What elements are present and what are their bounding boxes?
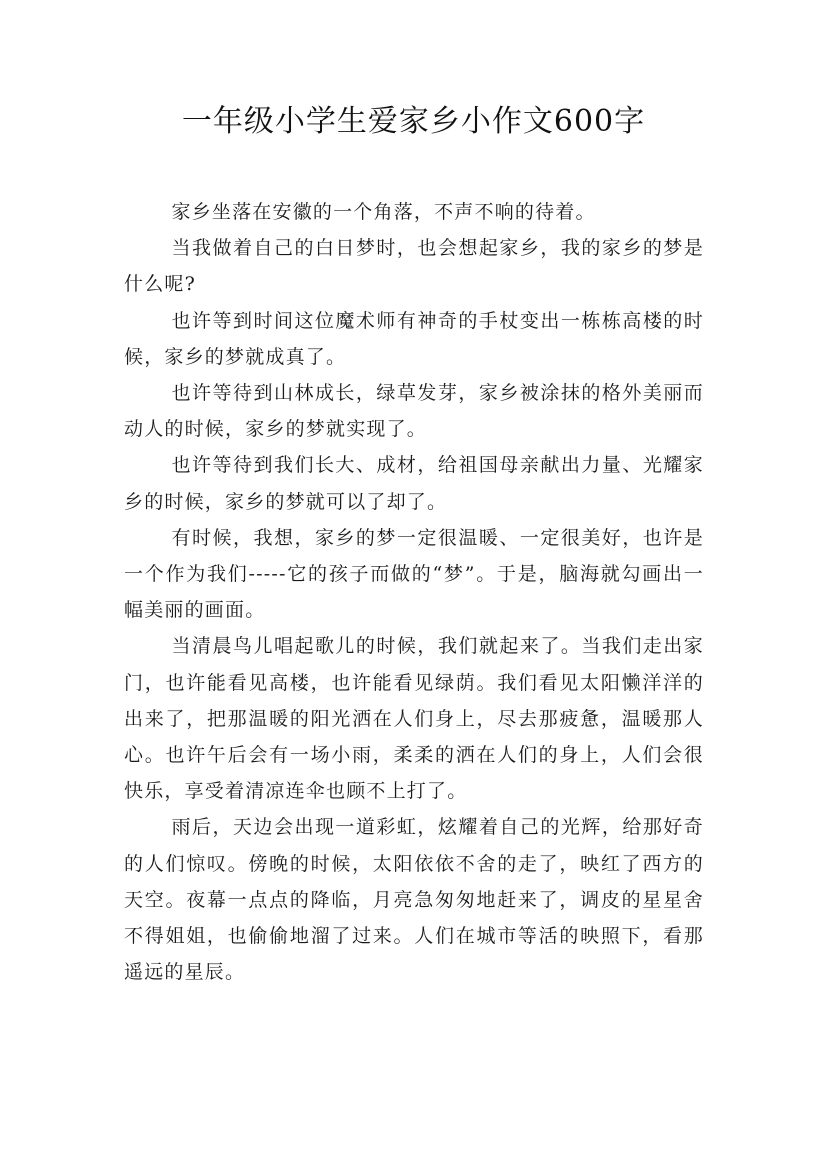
paragraph-3: 也许等到时间这位魔术师有神奇的手杖变出一栋栋高楼的时候，家乡的梦就成真了。	[124, 309, 704, 368]
paragraph-5: 也许等待到我们长大、成材，给祖国母亲献出力量、光耀家乡的时候，家乡的梦就可以了却了。	[124, 454, 704, 513]
paragraph-1: 家乡坐落在安徽的一个角落，不声不响的待着。	[171, 201, 596, 223]
paragraph-7: 当清晨鸟儿唱起歌儿的时候，我们就起来了。当我们走出家门，也许能看见高楼，也许能看见绿荫。我们看见太阳懒洋洋的出来了，把那温暖的阳光洒在人们身上，尽去那疲惫，温暖那人心。也许午后会有一场小雨，柔柔的洒在人们的身上，人们会很快乐，享受着清凉连伞也顾不上打了。	[124, 635, 704, 803]
paragraph-4: 也许等待到山林成长，绿草发芽，家乡被涂抹的格外美丽而动人的时候，家乡的梦就实现了。	[124, 382, 704, 441]
paragraph-8: 雨后，天边会出现一道彩虹，炫耀着自己的光辉，给那好奇的人们惊叹。傍晚的时候，太阳依依不舍的走了，映红了西方的天空。夜幕一点点的降临，月亮急匆匆地赶来了，调皮的星星舍不得姐姐，也偷偷地溜了过来。人们在城市等活的映照下，看那遥远的星辰。	[124, 816, 704, 984]
article-body	[124, 194, 704, 990]
paragraph-2: 当我做着自己的白日梦时，也会想起家乡，我的家乡的梦是什么呢?	[124, 237, 704, 296]
paragraph-6: 有时候，我想，家乡的梦一定很温暖、一定很美好，也许是一个作为我们-----它的孩子而做的“梦”。于是，脑海就勾画出一幅美丽的画面。	[124, 526, 704, 622]
page-title: 一年级小学生爱家乡小作文600字	[181, 104, 646, 139]
